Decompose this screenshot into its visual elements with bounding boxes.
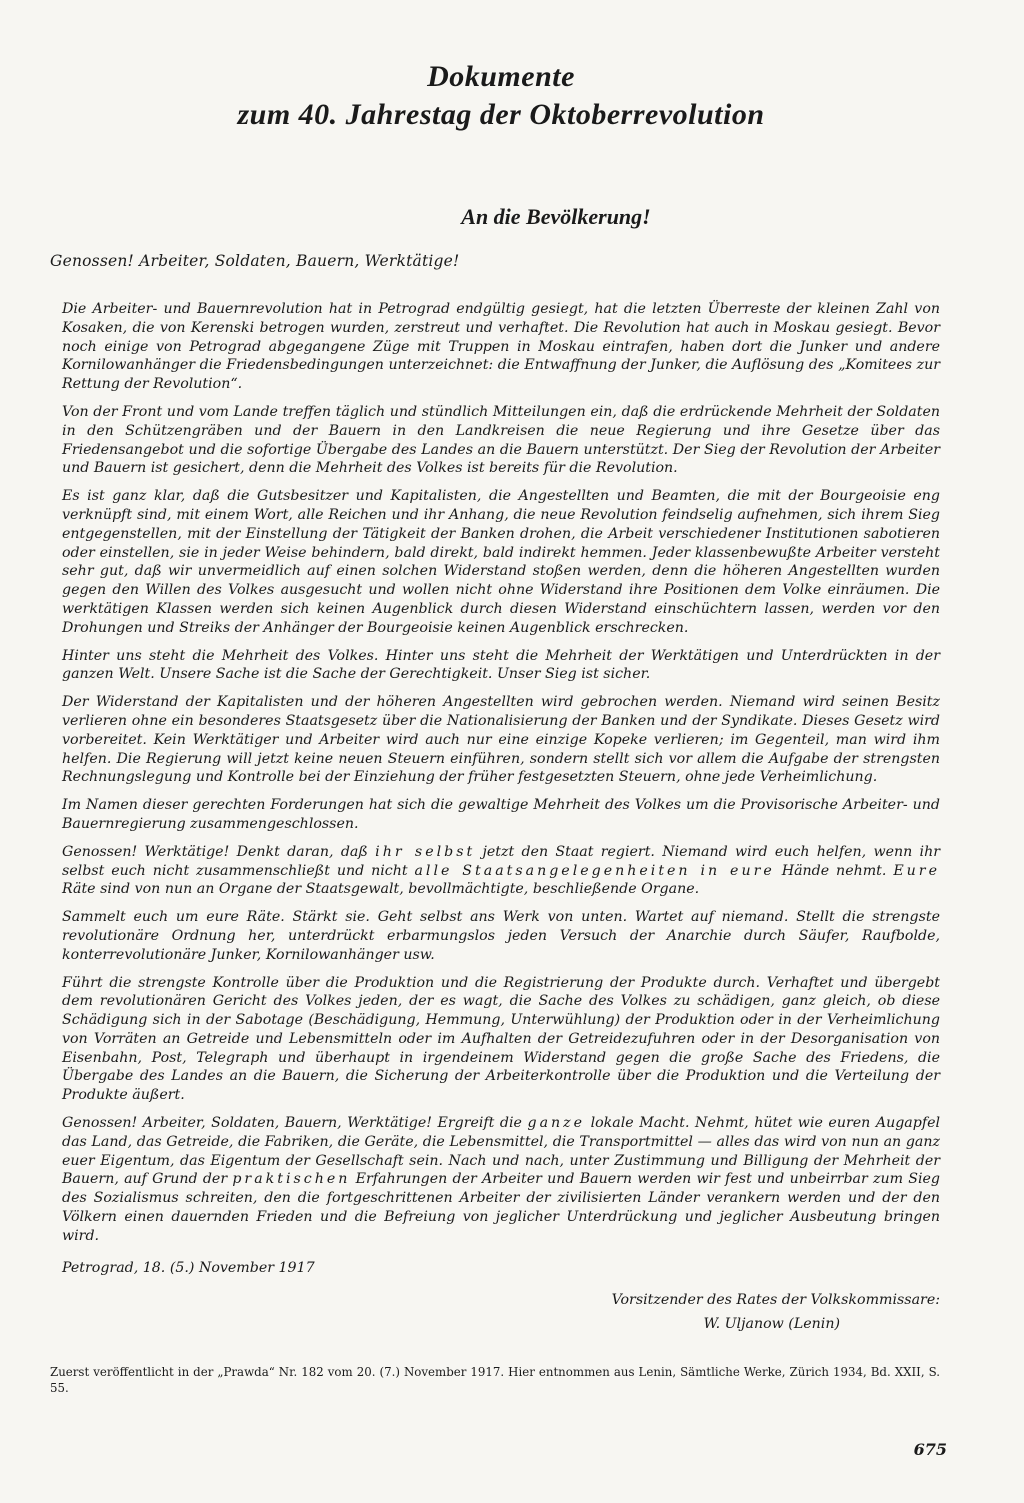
paragraph-5: Der Widerstand der Kapitalisten und der höheren Angestellten wird gebrochen werden. Niemand wird seinen Besitz verlieren ohne ein besonderes Staatsgesetz über die Nationalisierung der Banken und der Syndikate. Dieses Gesetz wird vorbereitet. Kein Werktätiger und Arbeiter wird auch nur eine einzige Kopeke verlieren; im Gegenteil, man wird ihm helfen. Die Regierung will jetzt keine neuen Steuern einführen, sondern stellt sich vor allem die Aufgabe der strengsten Rechnungslegung und Kontrolle bei der Einziehung der früher festgesetzten Steuern, ohne jede Verheimlichung.	[62, 694, 940, 786]
document-page	[50, 58, 941, 1396]
document-title	[62, 58, 940, 134]
page-number: 675	[913, 1440, 947, 1459]
p7-text: Genossen! Werktätige! Denkt daran, daß	[62, 843, 376, 860]
signature-role: Vorsitzender des Rates der Volkskommissare:	[611, 1291, 940, 1308]
p10-emphasis-2: praktischen	[232, 1171, 351, 1188]
paragraph-6: Im Namen dieser gerechten Forderungen hat sich die gewaltige Mehrheit des Volkes um die Provisorische Arbeiter- und Bauernregierung zusammengeschlossen.	[62, 797, 940, 832]
paragraph-10	[62, 1114, 940, 1246]
paragraph-9: Führt die strengste Kontrolle über die Produktion und die Registrierung der Produkte durch. Verhaftet und übergebt dem revolutionären Gericht des Volkes jeden, der es wagt, die Sache des Volkes zu schädigen, ganz gleich, ob diese Schädigung sich in der Sabotage (Beschädigung, Hemmung, Unterwühlung) der Produktion oder in der Verheimlichung von Vorräten an Getreide und Lebensmitteln oder im Aufhalten der Getreidezufuhren oder in der Desorganisation von Eisenbahn, Post, Telegraph und überhaupt in irgendeinem Widerstand gegen die große Sache des Friedens, die Übergabe des Landes an die Bauern, die Sicherung der Arbeiterkontrolle über die Produktion und die Verteilung der Produkte äußert.	[62, 974, 940, 1104]
title-line-2: zum 40. Jahrestag der Oktoberrevolution	[237, 98, 765, 131]
salutation: Genossen! Arbeiter, Soldaten, Bauern, Werktätige!	[50, 252, 460, 270]
paragraph-1: Die Arbeiter- und Bauernrevolution hat in Petrograd endgültig gesiegt, hat die letzten Überreste der kleinen Zahl von Kosaken, die von Kerenski betrogen wurden, zerstreut und verhaftet. Die Revolution hat auch in Moskau gesiegt. Bevor noch einige von Petrograd abgegangene Züge mit Truppen in Moskau eintrafen, haben dort die Junker und andere Kornilowanhänger die Friedensbedingungen unterzeichnet: die Entwaffnung der Junker, die Auflösung des „Komitees zur Rettung der Revolution“.	[62, 301, 940, 393]
signature-name: W. Uljanow (Lenin)	[703, 1315, 840, 1332]
document-subtitle: An die Bevölkerung!	[461, 204, 651, 229]
document-body	[62, 300, 940, 1246]
p7-text: jetzt den Staat regiert. Niemand wird euch helfen, wenn ihr selbst euch nicht zusammenschließt und nicht	[62, 843, 941, 879]
paragraph-2: Von der Front und vom Lande treffen täglich und stündlich Mitteilungen ein, daß die erdrückende Mehrheit der Soldaten in den Schützengräben und der Bauern in den Landkreisen die neue Regierung und ihre Gesetze über das Friedensangebot und die sofortige Übergabe des Landes an die Bauern unterstützt. Der Sieg der Revolution der Arbeiter und Bauern ist gesichert, denn die Mehrheit des Volkes ist bereits für die Revolution.	[62, 403, 940, 477]
p10-text: Genossen! Arbeiter, Soldaten, Bauern, Werktätige! Ergreift die	[62, 1115, 528, 1132]
paragraph-4: Hinter uns steht die Mehrheit des Volkes. Hinter uns steht die Mehrheit der Werktätigen und Unterdrückten in der ganzen Welt. Unsere Sache ist die Sache der Gerechtigkeit. Unser Sieg ist sicher.	[62, 647, 940, 683]
footnote: Zuerst veröffentlicht in der „Prawda“ Nr. 182 vom 20. (7.) November 1917. Hier entnommen aus Lenin, Sämtliche Werke, Zürich 1934, Bd. XXII, S. 55.	[50, 1364, 940, 1395]
p10-emphasis-1: ganze	[527, 1115, 586, 1132]
paragraph-7	[62, 843, 940, 899]
paragraph-3: Es ist ganz klar, daß die Gutsbesitzer und Kapitalisten, die Angestellten und Beamten, die mit der Bourgeoisie eng verknüpft sind, mit einem Wort, alle Reichen und ihr Anhang, die neue Revolution feindselig aufnehmen, sich ihrem Sieg entgegenstellen, mit der Einstellung der Tätigkeit der Banken drohen, die Arbeit verschiedener Institutionen sabotieren oder einstellen, sie in jeder Weise behindern, bald direkt, bald indirekt hemmen. Jeder klassenbewußte Arbeiter versteht sehr gut, daß wir unvermeidlich auf einen solchen Widerstand stoßen werden, denn die höheren Angestellten wurden gegen den Willen des Volkes ausgesucht und wollen nicht ohne Widerstand ihre Positionen dem Volke einräumen. Die werktätigen Klassen werden sich keinen Augenblick durch diesen Widerstand einschüchtern lassen, werden vor den Drohungen und Streiks der Anhänger der Bourgeoisie keinen Augenblick erschrecken.	[62, 488, 940, 636]
p7-text: Hände nehmt.	[774, 862, 894, 879]
signature-block	[62, 1288, 940, 1336]
paragraph-8: Sammelt euch um eure Räte. Stärkt sie. Geht selbst ans Werk von unten. Wartet auf niemand. Stellt die strengste revolutionäre Ordnung her, unterdrückt erbarmungslos jeden Versuch der Anarchie durch Säufer, Raufbolde, konterrevolutionäre Junker, Kornilowanhänger usw.	[62, 909, 940, 963]
p7-emphasis-1: ihr selbst	[375, 843, 476, 860]
p7-emphasis-2: alle Staatsangelegenheiten in eure	[414, 862, 775, 879]
p7-emphasis-3: Eure	[893, 862, 940, 879]
title-line-1: Dokumente	[427, 60, 575, 93]
p10-text: Erfahrungen der Arbeiter und Bauern werden wir fest und unbeirrbar zum Sieg des Sozialismus schreiten, den die fortgeschrittenen Arbeiter der zivilisierten Länder verankern werden und der den Völkern einen dauernden Frieden und die Befreiung von jeglicher Unterdrückung und jeglicher Ausbeutung bringen wird.	[62, 1171, 941, 1244]
place-date: Petrograd, 18. (5.) November 1917	[62, 1259, 315, 1276]
p10-text: lokale Macht. Nehmt, hütet wie euren Augapfel das Land, das Getreide, die Fabriken, die Geräte, die Lebensmittel, die Transportmittel — alles das wird von nun an ganz euer Eigentum, das Eigentum der Gesellschaft sein. Nach und nach, unter Zustimmung und Billigung der Mehrheit der Bauern, auf Grund der	[62, 1115, 941, 1188]
p7-text: Räte sind von nun an Organe der Staatsgewalt, bevollmächtigte, beschließende Organe.	[62, 881, 700, 898]
